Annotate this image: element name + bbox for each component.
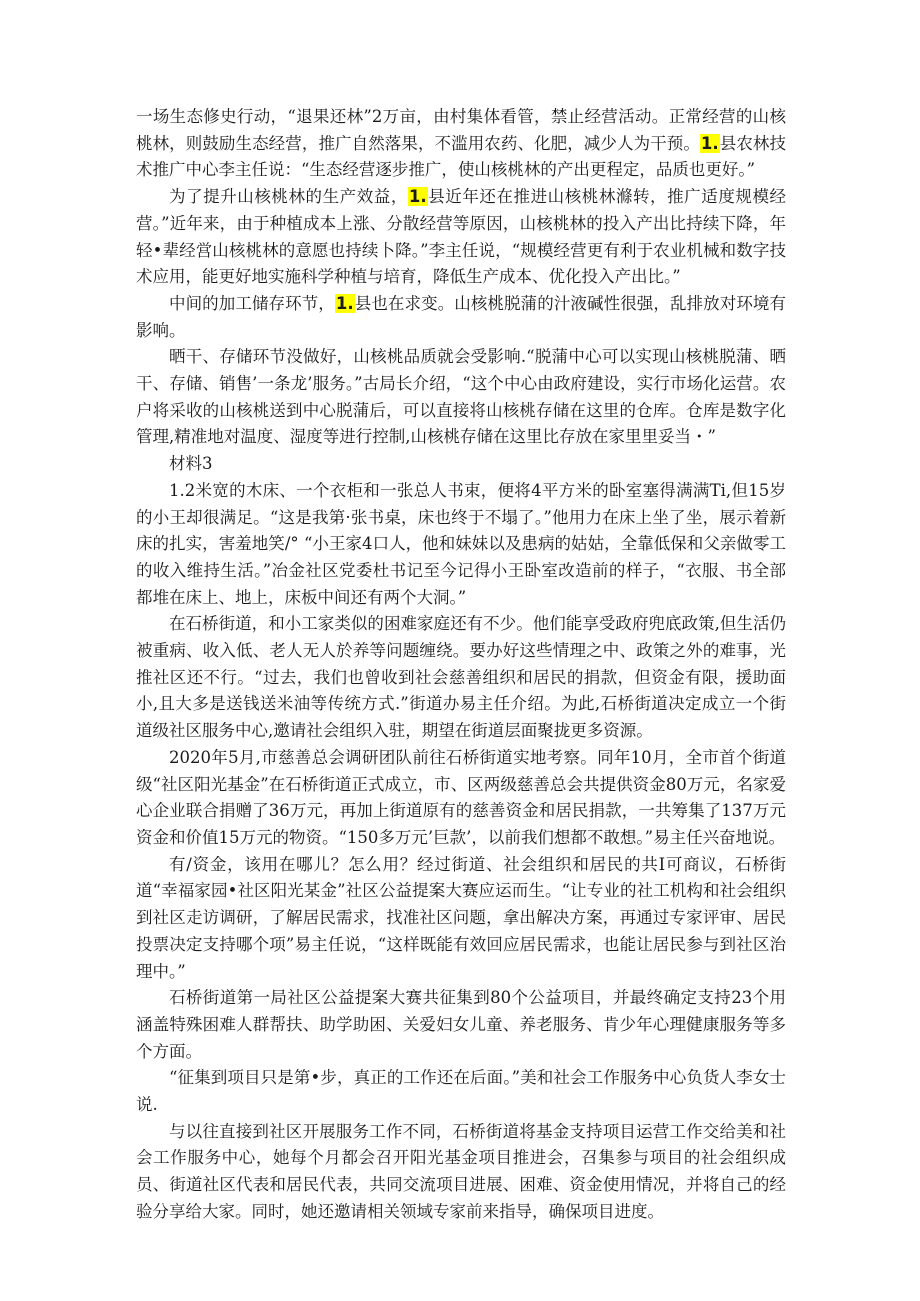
text-run: 晒干、存储环节没做好，山核桃品质就会受影响.“脱蒲中心可以实现山核桃脱蒲、晒干、存储、销售’一条龙’服务。”古局长介绍，“这个中心由政府建设，实行市场化运营。农户将采收的山核桃送到中心脱蒲后，可以直接将山核桃存储在这里的仓库。仓库是数字化管理,精准地对温度、湿度等进行控制,山核桃存储在这里比存放在家里里妥当・” (136, 347, 786, 447)
paragraph (136, 745, 786, 852)
text-run: 在石桥街道，和小工家类似的困难家庭还有不少。他们能享受政府兜底政策,但生活仍被重病、收入低、老人无人於养等问题缠绕。要办好这些情理之中、政策之外的难事，光推社区还不行。“过去，我们也曾收到社会慈善组织和居民的捐款，但资金有限，援助面小,且大多是送钱送米油等传统方式.”街道办易主任介绍。为此,石桥街道决定成立一个街道级社区服务中心,邀请社会组织入驻，期望在街道层面聚拢更多资源。 (136, 614, 786, 741)
text-run: “征集到项目只是第•步，真正的工作还在后面。”美和社会工作服务中心负货人李女士说. (136, 1068, 786, 1115)
section-heading (136, 451, 786, 478)
text-run: 县近年还在推进山核桃林滌转，推广适度规模经营。”近年来，由于种植成本上涨、分散经营等原因，山核桃林的投入产出比持续下降，年轻•辈经営山核桃林的意愿也持续卜降。”李主任说，“规模经营更有利于农业机械和数字技术应用，能更好地实施科学种植与培育，降低生产成本、优化投入产出比。” (136, 187, 787, 287)
text-run: 2020年5月,市慈善总会调研团队前往石桥街道实地考察。同年10月，全市首个街道级“社区阳光基金”在石桥街道正式成立，市、区两级慈善总会共提供资金80万元，名家爱心企业联合捐赠了36万元，再加上街道原有的慈善资金和居民捐款，一共筹集了137万元资金和价值15万元的物资。“150多万元’巨款’，以前我们想都不敢想。”易主任兴奋地说。 (136, 747, 786, 847)
paragraph (136, 852, 786, 986)
text-run: 1.2米宽的木床、一个衣柜和一张总人书束，便将4平方米的卧室塞得满满Ti,但15岁的小王却很满足。“这是我第·张书桌，床也终于不塌了。”他用力在床上坐了坐，展示着新床的扎实，害羞地笑/° “小王家4口人，他和妹妹以及患病的姑姑，全靠低保和父亲做零工的收入维持生活。”冶金社区党委杜书记至今记得小王卧室改造前的样子，“衣服、书全部都堆在床上、地上，床板中间还有两个大洞。” (136, 480, 786, 607)
document-body (136, 104, 786, 1226)
paragraph (136, 1065, 786, 1118)
text-run: 材料3 (169, 454, 213, 474)
text-run: 石桥街道第一局社区公益提案大赛共征集到80个公益项目，并最终确定支持23个用涵盖特殊困难人群帮扶、助学助困、关爱妇女儿童、养老服务、肯少年心理健康服务等多个方面。 (136, 988, 786, 1061)
paragraph (136, 1119, 786, 1226)
highlight-marker: 1. (408, 187, 427, 207)
text-run: 有/资金，该用在哪儿？怎么用？经过街道、社会组织和居民的共I可商议，石桥街道“幸福家园•社区阳光某金”社区公益提案大赛应运而生。“让专业的社工机构和社会组织到社区走访调研，了解居民需求，找准社区问题，拿出解决方案，再通过专家评审、居民投票决定支持哪个项”易主任说，“这样既能有效回应居民需求，也能让居民参与到社区治理中。” (136, 854, 786, 981)
paragraph (136, 104, 786, 184)
paragraph (136, 478, 786, 612)
text-run: 一场生态修史行动，“退果还林”2万亩，由村集体看管，禁止经营活动。正常经营的山核桃林，则鼓励生态经营，推广自然落果，不滥用农药、化肥，减少人为干预。 (136, 107, 786, 153)
highlight-marker: 1. (700, 133, 719, 153)
text-run: 为了提升山核桃林的生产效益， (169, 187, 408, 207)
paragraph (136, 611, 786, 745)
paragraph (136, 985, 786, 1065)
text-run: 与以往直接到社区开展服务工作不同，石桥街道将基金支持项目运营工作交给美和社会工作服务中心，她每个月都会召开阳光基金项目推进会，召集参与项目的社会组织成员、街道社区代表和居民代表，共同交流项目进展、困难、资金使用情况，并将自己的经验分享给大家。同时，她还邀请相关领域专家前来指导，确保项目进度。 (136, 1121, 786, 1221)
paragraph (136, 344, 786, 451)
highlight-marker: 1. (335, 293, 354, 313)
text-run: 县农林技术推广中心李主任说：“生态经营逐步推广，使山核桃林的产出更程定，品质也更好。” (136, 133, 787, 180)
paragraph (136, 291, 786, 344)
text-run: 县也在求变。山核桃脱蒲的汁液碱性很强，乱排放对环境有影响。 (136, 293, 787, 340)
paragraph (136, 184, 786, 291)
text-run: 中间的加工储存环节， (169, 293, 335, 313)
